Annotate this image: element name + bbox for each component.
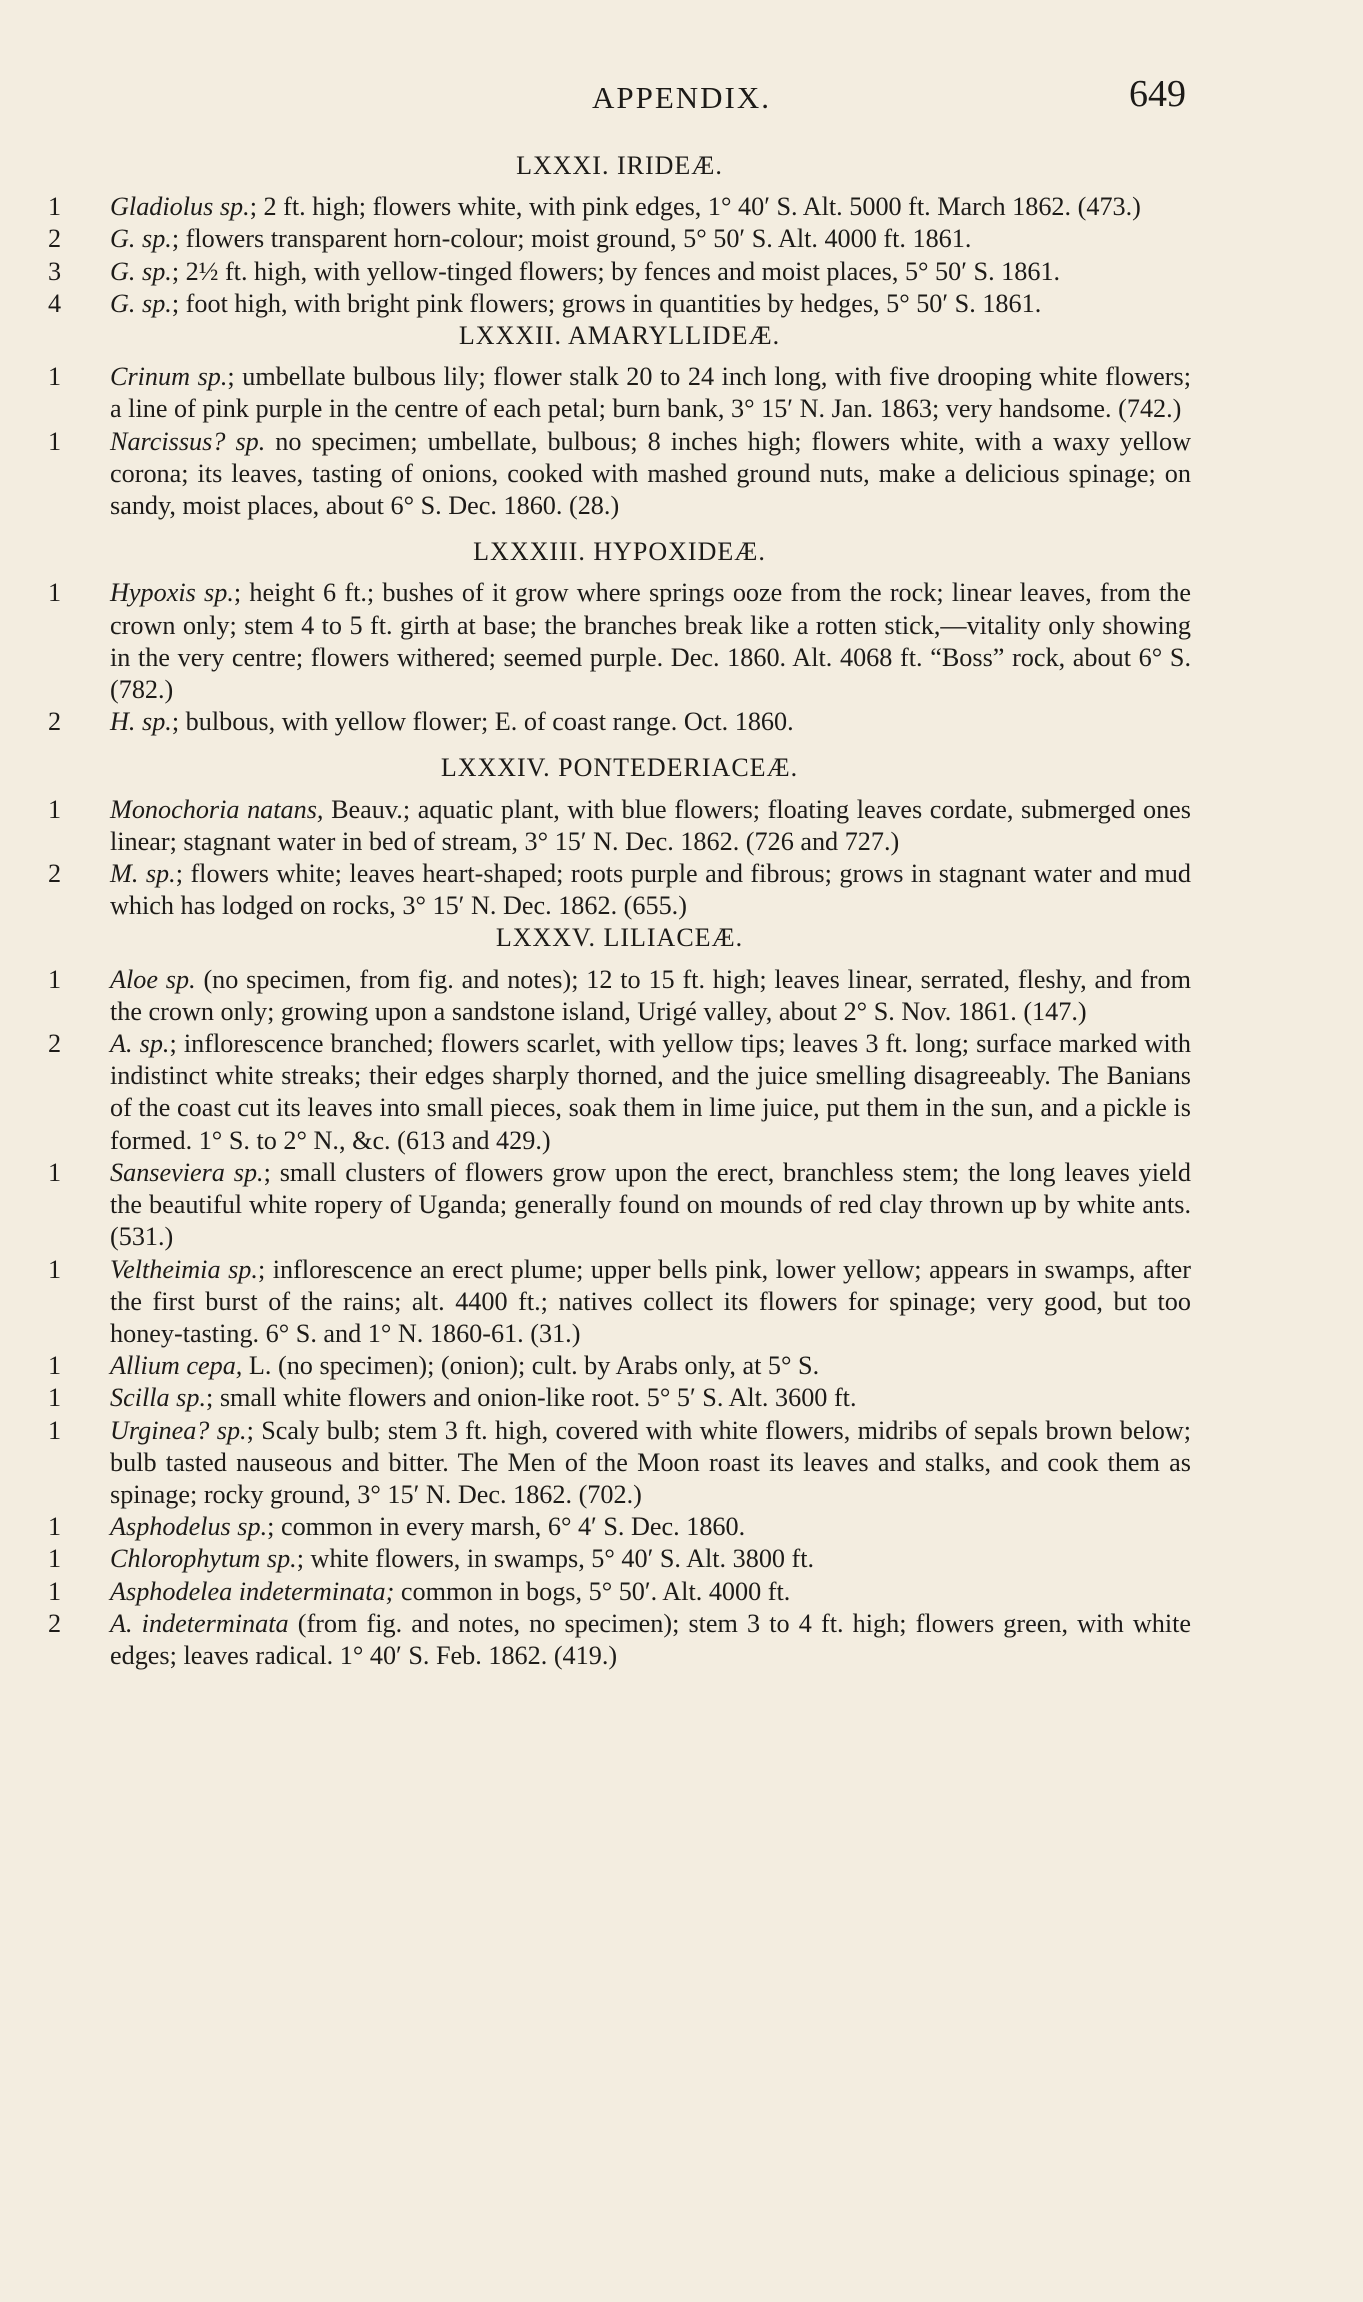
entry <box>48 1350 1191 1382</box>
entry-name: G. sp. <box>110 224 172 254</box>
entry-number: 1 <box>48 1157 62 1187</box>
entry-text: ; height 6 ft.; bushes of it grow where springs ooze from the rock; linear leaves, from the crown only; stem 4 to 5 ft. girth at base; the branches break like a rotten stick,—vitality only showing in the very centre; flowers withered; seemed purple. Dec. 1860. Alt. 4068 ft. “Boss” rock, about 6° S. (782.) <box>110 578 1191 705</box>
entry-number: 1 <box>48 426 62 456</box>
entry-text: (from fig. and notes, no specimen); stem 3 to 4 ft. high; flowers green, with white edges; leaves radical. 1° 40′ S. Feb. 1862. (419.) <box>110 1608 1191 1670</box>
entry-name: Hypoxis sp. <box>110 578 234 608</box>
entry-name: Allium cepa, <box>110 1351 243 1381</box>
entry <box>48 256 1191 288</box>
entry-name: Aloe sp. <box>110 964 196 994</box>
entry-number: 1 <box>48 1351 62 1381</box>
entry-text: L. (no specimen); (onion); cult. by Arabs only, at 5° S. <box>242 1351 820 1381</box>
entry <box>48 577 1191 706</box>
section-heading: LXXXIV. PONTEDERIACEÆ. <box>440 753 799 783</box>
section-pontederiaceae <box>48 738 1191 922</box>
entry-number: 1 <box>48 1544 62 1574</box>
section-amaryllideae <box>48 320 1191 522</box>
entry <box>48 223 1191 255</box>
entry-text: ; common in every marsh, 6° 4′ S. Dec. 1860. <box>267 1512 746 1542</box>
entry-text: common in bogs, 5° 50′. Alt. 4000 ft. <box>394 1576 791 1606</box>
entry-text: ; flowers transparent horn-colour; moist ground, 5° 50′ S. Alt. 4000 ft. 1861. <box>171 224 972 254</box>
section-heading: LXXXIII. HYPOXIDEÆ. <box>473 537 766 567</box>
entry-text: ; umbellate bulbous lily; flower stalk 20 to 24 inch long, with five drooping white flowers; a line of pink purple in the centre of each petal; burn bank, 3° 15′ N. Jan. 1863; very handsome. (742.) <box>110 362 1191 424</box>
entry <box>48 706 1191 738</box>
entry-name: A. indeterminata <box>110 1608 289 1638</box>
entry-text: ; small clusters of flowers grow upon the erect, branchless stem; the long leaves yield the beautiful white ropery of Uganda; generally found on mounds of red clay thrown up by white ants. (531.) <box>110 1157 1191 1252</box>
section-heading: LXXXV. LILIACEÆ. <box>495 923 744 953</box>
entry-text: ; flowers white; leaves heart-shaped; roots purple and fibrous; grows in stagnant water and mud which has lodged on rocks, 3° 15′ N. Dec. 1862. (655.) <box>110 859 1191 921</box>
entry-text: ; inflorescence an erect plume; upper bells pink, lower yellow; appears in swamps, after the first burst of the rains; alt. 4400 ft.; natives collect its flowers for spinage; very good, but too honey-tasting. 6° S. and 1° N. 1860-61. (31.) <box>110 1254 1192 1348</box>
entry-number: 1 <box>48 1415 62 1445</box>
entry-name: Narcissus? sp. <box>110 426 266 456</box>
page-number: 649 <box>1129 73 1186 115</box>
entry-number: 1 <box>48 362 62 392</box>
entry <box>48 1415 1191 1512</box>
entry-name: Veltheimia sp. <box>110 1254 258 1284</box>
entry-text: ; 2 ft. high; flowers white, with pink edges, 1° 40′ S. Alt. 5000 ft. March 1862. (473.) <box>249 192 1141 222</box>
entry <box>48 426 1191 523</box>
entry-number: 1 <box>48 964 62 994</box>
entry-name: Sanseviera sp. <box>110 1157 264 1187</box>
entry-name: A. sp. <box>110 1029 170 1059</box>
entry-name: Crinum sp. <box>110 362 228 392</box>
entry-number: 3 <box>48 256 62 286</box>
entry-text: ; Scaly bulb; stem 3 ft. high, covered with white flowers, midribs of sepals brown below; bulb tasted nauseous and bitter. The Men of the Moon roast its leaves and stalks, and cook them as spinage; rocky ground, 3° 15′ N. Dec. 1862. (702.) <box>110 1415 1191 1509</box>
entry <box>48 964 1191 1028</box>
entry-number: 1 <box>48 1576 62 1606</box>
entry-number: 4 <box>48 288 62 318</box>
entry-text: ; foot high, with bright pink flowers; grows in quantities by hedges, 5° 50′ S. 1861. <box>171 288 1042 318</box>
entry-number: 1 <box>48 794 62 824</box>
entry-name: Scilla sp. <box>110 1383 207 1413</box>
entry-name: Monochoria natans, <box>110 794 324 824</box>
section-hypoxideae <box>48 522 1191 738</box>
entry-number: 1 <box>48 192 62 222</box>
entry-name: Asphodelea indeterminata; <box>110 1576 395 1606</box>
entry-text: ; 2½ ft. high, with yellow-tinged flowers; by fences and moist places, 5° 50′ S. 1861. <box>171 256 1061 286</box>
page-body <box>48 150 1191 1672</box>
entry <box>48 1028 1191 1157</box>
entry <box>48 1254 1191 1351</box>
entry-name: Urginea? sp. <box>110 1415 247 1445</box>
running-head <box>0 72 1363 122</box>
entry-text: ; bulbous, with yellow flower; E. of coast range. Oct. 1860. <box>171 707 794 737</box>
entry-name: G. sp. <box>110 288 172 318</box>
entry <box>48 1608 1191 1672</box>
entry-text: Beauv.; aquatic plant, with blue flowers; floating leaves cordate, submerged ones linear; stagnant water in bed of stream, 3° 15′ N. Dec. 1862. (726 and 727.) <box>110 794 1191 856</box>
entry-number: 1 <box>48 1254 62 1284</box>
entry <box>48 1576 1191 1608</box>
entry-number: 2 <box>48 859 62 889</box>
entry <box>48 191 1191 223</box>
entry-number: 2 <box>48 1608 62 1638</box>
entry-name: Chlorophytum sp. <box>110 1544 297 1574</box>
section-liliaceae <box>48 922 1191 1672</box>
entry <box>48 1511 1191 1543</box>
entry-text: ; inflorescence branched; flowers scarlet, with yellow tips; leaves 3 ft. long; surface marked with indistinct white streaks; their edges sharply thorned, and the juice smelling disagreeably. The Banians of the coast cut its leaves into small pieces, soak them in lime juice, put them in the sun, and a pickle is formed. 1° S. to 2° N., &c. (613 and 429.) <box>110 1029 1191 1155</box>
entry <box>48 288 1191 320</box>
entry <box>48 1157 1191 1254</box>
entry-number: 1 <box>48 1383 62 1413</box>
entry-text: ; white flowers, in swamps, 5° 40′ S. Alt. 3800 ft. <box>296 1544 815 1574</box>
entry-number: 1 <box>48 1512 62 1542</box>
entry-number: 2 <box>48 707 62 737</box>
entry <box>48 1382 1191 1414</box>
entry-name: H. sp. <box>110 707 172 737</box>
entry-number: 2 <box>48 1029 62 1059</box>
entry-text: ; small white flowers and onion-like root. 5° 5′ S. Alt. 3600 ft. <box>206 1383 857 1413</box>
running-title: APPENDIX. <box>591 80 772 115</box>
entry <box>48 794 1191 858</box>
entry-name: Gladiolus sp. <box>110 192 250 222</box>
entry-name: G. sp. <box>110 256 172 286</box>
entry-name: Asphodelus sp. <box>110 1512 268 1542</box>
section-heading: LXXXII. AMARYLLIDEÆ. <box>458 321 781 351</box>
entry-text: (no specimen, from fig. and notes); 12 to 15 ft. high; leaves linear, serrated, fleshy, and from the crown only; growing upon a sandstone island, Urigé valley, about 2° S. Nov. 1861. (147.) <box>110 964 1191 1026</box>
entry <box>48 858 1191 922</box>
section-heading: LXXXI. IRIDEÆ. <box>516 151 723 180</box>
entry-number: 2 <box>48 224 62 254</box>
section-irideae <box>48 150 1191 320</box>
entry <box>48 361 1191 425</box>
entry <box>48 1543 1191 1575</box>
entry-text: no specimen; umbellate, bulbous; 8 inches high; flowers white, with a waxy yellow corona; its leaves, tasting of onions, cooked with mashed ground nuts, make a delicious spinage; on sandy, moist places, about 6° S. Dec. 1860. (28.) <box>110 426 1191 521</box>
entry-number: 1 <box>48 578 62 608</box>
entry-name: M. sp. <box>110 859 176 889</box>
